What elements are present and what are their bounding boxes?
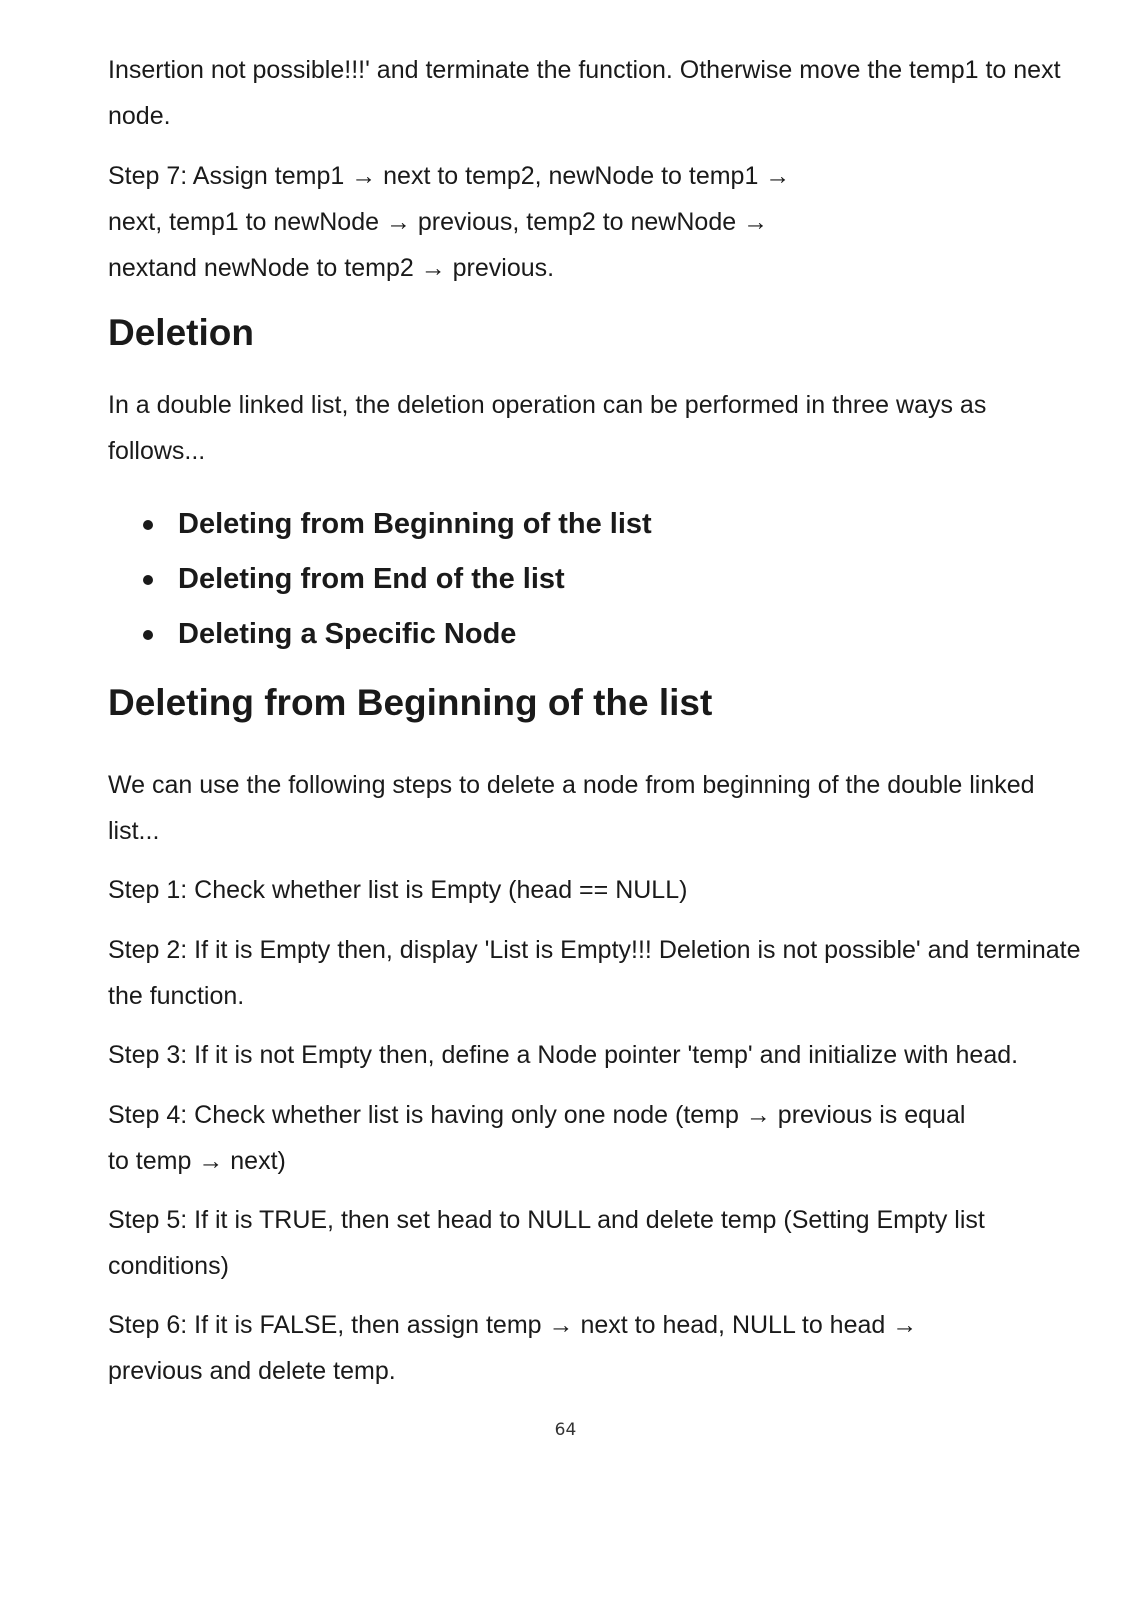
intro-paragraph: Insertion not possible!!!' and terminate the function. Otherwise move the temp1 to next node. — [108, 56, 1061, 130]
list-item — [108, 607, 652, 662]
list-item — [108, 552, 652, 607]
step-4-line-1: Step 4: Check whether list is having only one node (temp → previous is equal — [108, 1101, 966, 1129]
deletion-heading: Deletion — [108, 312, 254, 353]
step-3-paragraph: Step 3: If it is not Empty then, define a Node pointer 'temp' and initialize with head. — [108, 1041, 1019, 1069]
step-5-paragraph: Step 5: If it is TRUE, then set head to NULL and delete temp (Setting Empty list conditions) — [108, 1206, 985, 1280]
step-7-line-1: Step 7: Assign temp1 → next to temp2, newNode to temp1 → — [108, 162, 791, 190]
step-7-paragraph — [108, 153, 1088, 291]
step-7-line-3: nextand newNode to temp2 → previous. — [108, 254, 555, 282]
step-6-paragraph — [108, 1302, 1108, 1394]
bullet-icon — [143, 630, 153, 640]
list-item-label: Deleting a Specific Node — [178, 618, 517, 650]
list-item — [108, 497, 652, 552]
beginning-intro-paragraph: We can use the following steps to delete a node from beginning of the double linked list... — [108, 771, 1035, 845]
page-number: 64 — [554, 1420, 577, 1440]
deletion-intro-paragraph: In a double linked list, the deletion operation can be performed in three ways as follows... — [108, 391, 987, 465]
step-6-line-1: Step 6: If it is FALSE, then assign temp → next to head, NULL to head → — [108, 1311, 918, 1339]
step-4-paragraph — [108, 1092, 1108, 1184]
deleting-from-beginning-heading: Deleting from Beginning of the list — [108, 682, 713, 723]
deletion-ways-list — [108, 497, 652, 662]
bullet-icon — [143, 575, 153, 585]
step-2-paragraph: Step 2: If it is Empty then, display 'List is Empty!!! Deletion is not possible' and terminate the function. — [108, 936, 1081, 1010]
bullet-icon — [143, 520, 153, 530]
list-item-label: Deleting from Beginning of the list — [178, 508, 652, 540]
list-item-label: Deleting from End of the list — [178, 563, 565, 595]
step-4-line-2: to temp → next) — [108, 1147, 286, 1175]
step-7-line-2: next, temp1 to newNode → previous, temp2 to newNode → — [108, 208, 769, 236]
step-6-line-2: previous and delete temp. — [108, 1357, 396, 1385]
step-1-paragraph: Step 1: Check whether list is Empty (head == NULL) — [108, 876, 688, 904]
